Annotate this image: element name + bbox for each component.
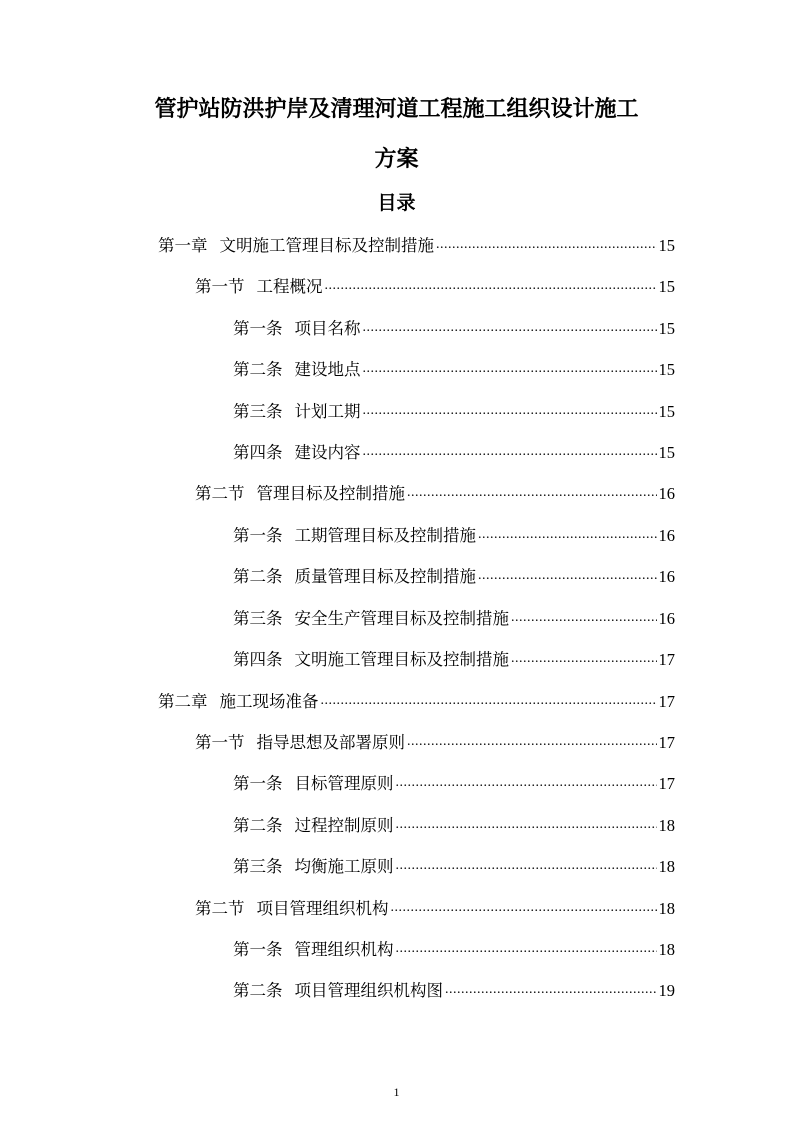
toc-entry-page: 18 <box>658 940 675 959</box>
toc-entry-number: 第二节 <box>195 899 245 918</box>
toc-entry-number: 第二条 <box>233 816 283 835</box>
toc-entry[interactable] <box>233 648 675 672</box>
toc-entry-page: 15 <box>658 277 675 296</box>
toc-entry-title: 管理目标及控制措施 <box>256 484 405 503</box>
toc-entry-page: 18 <box>658 899 675 918</box>
toc-entry-title: 均衡施工原则 <box>294 857 394 876</box>
toc-entry-title: 质量管理目标及控制措施 <box>294 567 476 586</box>
toc-entry-title: 建设地点 <box>294 360 361 379</box>
toc-entry-title: 计划工期 <box>294 402 361 421</box>
toc-dot-leader <box>396 815 657 835</box>
toc-dot-leader <box>363 401 657 421</box>
toc-entry-number: 第一条 <box>233 774 283 793</box>
toc-dot-leader <box>396 856 657 876</box>
toc-dot-leader <box>396 939 657 959</box>
toc-entry-title: 指导思想及部署原则 <box>256 733 405 752</box>
toc-entry[interactable] <box>233 979 675 1003</box>
document-title-line-1: 管护站防洪护岸及清理河道工程施工组织设计施工 <box>154 97 639 122</box>
toc-entry-page: 16 <box>658 526 675 545</box>
toc-entry[interactable] <box>233 400 675 424</box>
toc-entry-title: 项目管理组织机构图 <box>294 981 443 1000</box>
toc-entry-number: 第四条 <box>233 650 283 669</box>
toc-entry-page: 19 <box>658 981 675 1000</box>
toc-entry[interactable] <box>233 607 675 631</box>
toc-entry-title: 文明施工管理目标及控制措施 <box>219 236 434 255</box>
toc-entry-title: 管理组织机构 <box>294 940 394 959</box>
toc-entry[interactable] <box>195 275 675 299</box>
toc-entry-number: 第二条 <box>233 567 283 586</box>
toc-dot-leader <box>445 980 657 1000</box>
document-title-line-2: 方案 <box>374 147 419 172</box>
toc-entry-title: 文明施工管理目标及控制措施 <box>294 650 509 669</box>
toc-entry-number: 第三条 <box>233 402 283 421</box>
toc-entry-number: 第四条 <box>233 443 283 462</box>
toc-dot-leader <box>391 898 657 918</box>
toc-entry[interactable] <box>233 938 675 962</box>
toc-entry-title: 项目名称 <box>294 319 361 338</box>
toc-entry[interactable] <box>233 524 675 548</box>
toc-entry-number: 第一节 <box>195 277 245 296</box>
toc-dot-leader <box>363 318 657 338</box>
toc-dot-leader <box>396 773 657 793</box>
toc-entry-page: 17 <box>658 650 675 669</box>
toc-entry-number: 第三条 <box>233 609 283 628</box>
toc-entry-page: 17 <box>658 692 675 711</box>
toc-entry-number: 第一节 <box>195 733 245 752</box>
toc-entry-title: 建设内容 <box>294 443 361 462</box>
toc-entry[interactable] <box>233 317 675 341</box>
toc-entry[interactable] <box>195 897 675 921</box>
toc-entry[interactable] <box>233 441 675 465</box>
toc-entry-title: 目标管理原则 <box>294 774 394 793</box>
toc-entry[interactable] <box>195 482 675 506</box>
toc-entry-page: 15 <box>658 360 675 379</box>
toc-entry-page: 16 <box>658 567 675 586</box>
toc-entry-title: 过程控制原则 <box>294 816 394 835</box>
toc-entry[interactable] <box>233 772 675 796</box>
toc-entry-page: 15 <box>658 236 675 255</box>
toc-entry-title: 工程概况 <box>256 277 323 296</box>
toc-entry-page: 15 <box>658 402 675 421</box>
toc-dot-leader <box>325 276 657 296</box>
toc-dot-leader <box>478 525 657 545</box>
toc-entry-page: 18 <box>658 816 675 835</box>
toc-dot-leader <box>436 235 657 255</box>
toc-entry-page: 18 <box>658 857 675 876</box>
toc-dot-leader <box>511 608 657 628</box>
toc-entry[interactable] <box>233 855 675 879</box>
toc-dot-leader <box>407 483 657 503</box>
toc-entry[interactable] <box>233 565 675 589</box>
toc-entry-number: 第二节 <box>195 484 245 503</box>
toc-entry-title: 施工现场准备 <box>219 692 319 711</box>
toc-entry-number: 第一条 <box>233 319 283 338</box>
toc-entry-page: 15 <box>658 443 675 462</box>
toc-entry-number: 第二章 <box>158 692 208 711</box>
toc-dot-leader <box>363 359 657 379</box>
toc-entry-page: 17 <box>658 774 675 793</box>
toc-entry-page: 17 <box>658 733 675 752</box>
toc-dot-leader <box>407 732 657 752</box>
toc-entry[interactable] <box>233 358 675 382</box>
toc-entry-number: 第二条 <box>233 360 283 379</box>
toc-entry[interactable] <box>158 690 675 714</box>
toc-dot-leader <box>321 691 657 711</box>
page-number: 1 <box>393 1085 400 1099</box>
toc-entry-number: 第一章 <box>158 236 208 255</box>
toc-entry-number: 第二条 <box>233 981 283 1000</box>
toc-entry-page: 15 <box>658 319 675 338</box>
toc-dot-leader <box>363 442 657 462</box>
toc-entry-title: 安全生产管理目标及控制措施 <box>294 609 509 628</box>
toc-entry-number: 第一条 <box>233 940 283 959</box>
toc-entry-page: 16 <box>658 609 675 628</box>
toc-dot-leader <box>511 649 657 669</box>
toc-entry-page: 16 <box>658 484 675 503</box>
toc-entry[interactable] <box>195 731 675 755</box>
toc-entry-title: 工期管理目标及控制措施 <box>294 526 476 545</box>
toc-entry-number: 第三条 <box>233 857 283 876</box>
toc-entry[interactable] <box>233 814 675 838</box>
toc-entry[interactable] <box>158 234 675 258</box>
toc-entry-number: 第一条 <box>233 526 283 545</box>
toc-dot-leader <box>478 566 657 586</box>
toc-heading: 目录 <box>377 192 416 214</box>
toc-entry-title: 项目管理组织机构 <box>256 899 389 918</box>
